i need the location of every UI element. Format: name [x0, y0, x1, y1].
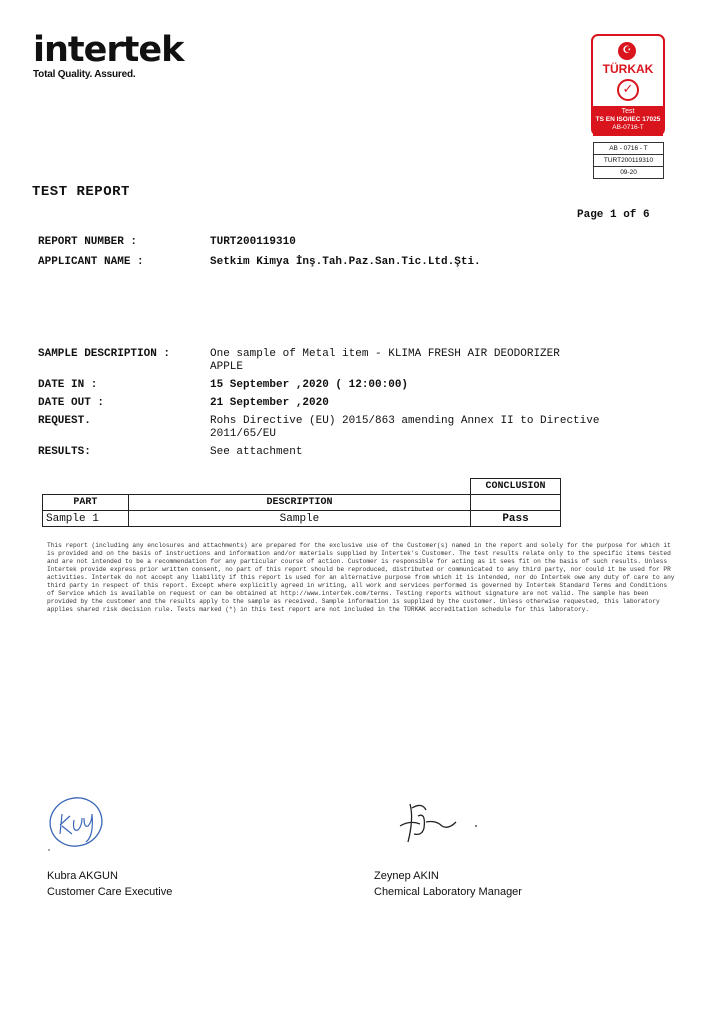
sample-description-line-2: APPLE — [210, 361, 244, 373]
report-number-value: TURT200119310 — [210, 236, 296, 248]
date-out-label: DATE OUT : — [38, 397, 105, 409]
table-row — [43, 511, 561, 527]
request-label: REQUEST. — [38, 415, 91, 427]
sample-description-line-1: One sample of Metal item - KLIMA FRESH AIR DEODORIZER — [210, 348, 560, 360]
page-title: TEST REPORT — [32, 184, 130, 200]
report-number-label: REPORT NUMBER : — [38, 236, 138, 248]
disclaimer-text: This report (including any enclosures and attachments) are prepared for the exclusive use of the Customer(s) named in the report and solely for the purpose for which it is provided and on the basis of instructions and information and/or materials supplied by Intertek's Customer. The test results relate only to the specific items tested and are not intended to be a recommendation for any particular course of action. Customer is responsible for acting as it sees fit on the basis of such results. Unless Intertek provide express prior written consent, no part of this report should be reproduced, distributed or communicated to any third party, nor could it be used for PR activities. Intertek do not accept any liability if this report is used for an alternative purpose from which it is intended, nor do Intertek owe any duty of care to any third party in respect of this report. Except where explicitly agreed in writing, all work and services performed is governed by Intertek Standard Terms and Conditions of Service which is available on request or can be obtained at http://www.intertek.com/terms. Testing reports without signature are not valid. The sample has been provided by the customer and the results apply to the sample as received. Sample information is supplied by the customer. Unless otherwise requested, this laboratory applies shared risk decision rule. Tests marked (*) in this test report are not included in the TÜRKAK accreditation schedule for this laboratory. — [47, 542, 675, 613]
row-part: Sample 1 — [43, 511, 129, 527]
accreditation-box — [593, 142, 664, 179]
accreditation-date: 09-20 — [620, 169, 637, 176]
signature-kubra-akgun — [44, 792, 114, 854]
request-line-2: 2011/65/EU — [210, 428, 277, 440]
row-description: Sample — [128, 511, 470, 527]
turkak-badge — [591, 34, 665, 136]
intertek-logo — [33, 32, 183, 80]
badge-line-1: Test — [621, 108, 635, 115]
part-header: PART — [43, 495, 129, 511]
applicant-label: APPLICANT NAME : — [38, 256, 144, 268]
signer-1-title: Customer Care Executive — [47, 886, 173, 898]
request-line-1: Rohs Directive (EU) 2015/863 amending Annex II to Directive — [210, 415, 600, 427]
date-in-label: DATE IN : — [38, 379, 98, 391]
checkmark-icon: ✓ — [617, 79, 639, 101]
page-number: Page 1 of 6 — [577, 209, 650, 221]
badge-line-2: TS EN ISO/IEC 17025 — [595, 116, 661, 123]
sample-description-label: SAMPLE DESCRIPTION : — [38, 348, 171, 360]
results-table — [42, 478, 561, 527]
signer-2-name: Zeynep AKIN — [374, 870, 439, 882]
logo-text: intertek — [33, 30, 184, 70]
results-value: See attachment — [210, 446, 303, 458]
description-header: DESCRIPTION — [128, 495, 470, 511]
logo-tagline: Total Quality. Assured. — [33, 69, 136, 80]
signer-2-title: Chemical Laboratory Manager — [374, 886, 522, 898]
crescent-star-icon: ☪ — [618, 42, 636, 60]
signature-zeynep-akin — [396, 798, 486, 848]
row-conclusion: Pass — [471, 511, 561, 527]
badge-brand: TÜRKAK — [602, 62, 654, 76]
date-out-value: 21 September ,2020 — [210, 397, 329, 409]
conclusion-header: CONCLUSION — [471, 479, 561, 495]
badge-line-3: AB-0716-T — [612, 124, 644, 131]
signer-1-name: Kubra AKGUN — [47, 870, 118, 882]
applicant-value: Setkim Kimya İnş.Tah.Paz.San.Tic.Ltd.Şti. — [210, 256, 481, 268]
accreditation-report-number: TURT200119310 — [594, 155, 663, 167]
results-label: RESULTS: — [38, 446, 91, 458]
accreditation-code: AB - 0716 - T — [594, 143, 663, 155]
date-in-value: 15 September ,2020 ( 12:00:00) — [210, 379, 409, 391]
